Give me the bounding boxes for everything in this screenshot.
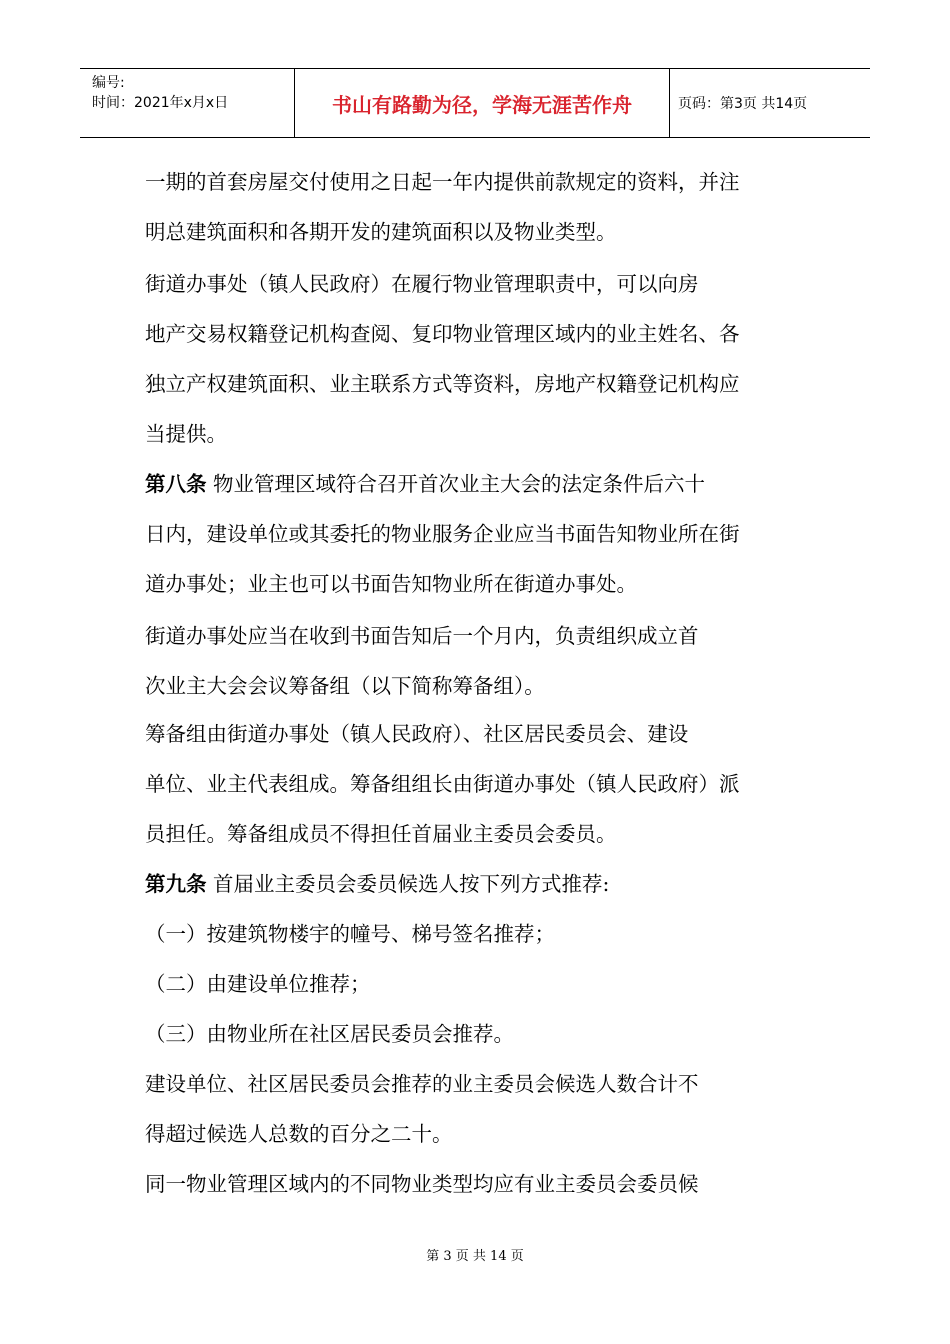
body-line-text: 独立产权建筑面积、业主联系方式等资料，房地产权籍登记机构应: [145, 372, 740, 396]
body-line-text: 明总建筑面积和各期开发的建筑面积以及物业类型。: [145, 220, 617, 244]
body-line: [145, 369, 810, 399]
body-line: [145, 167, 810, 197]
body-line: [145, 969, 810, 999]
body-line-text: 次业主大会会议筹备组（以下简称筹备组）。: [145, 674, 545, 698]
body-line-text: （二）由建设单位推荐；: [145, 972, 371, 996]
body-line-text: 物业管理区域符合召开首次业主大会的法定条件后六十: [206, 472, 706, 496]
body-line: [145, 819, 810, 849]
body-line: [145, 919, 810, 949]
body-line-text: （三）由物业所在社区居民委员会推荐。: [145, 1022, 514, 1046]
body-line-text: 道办事处；业主也可以书面告知物业所在街道办事处。: [145, 572, 637, 596]
body-line-text: 日内，建设单位或其委托的物业服务企业应当书面告知物业所在街: [145, 522, 740, 546]
body-line: [145, 671, 810, 701]
body-line: [145, 469, 810, 499]
body-line: [145, 1169, 810, 1199]
page-footer: 第 3 页 共 14 页: [426, 1249, 524, 1264]
body-line-text: 街道办事处应当在收到书面告知后一个月内，负责组织成立首: [145, 624, 699, 648]
body-line: [145, 419, 810, 449]
body-line-text: 建设单位、社区居民委员会推荐的业主委员会候选人数合计不: [145, 1072, 699, 1096]
article-heading: 第八条: [145, 472, 207, 496]
body-line: [145, 319, 810, 349]
body-line-text: 筹备组由街道办事处（镇人民政府）、社区居民委员会、建设: [145, 722, 689, 746]
body-line-text: 一期的首套房屋交付使用之日起一年内提供前款规定的资料，并注: [145, 170, 740, 194]
body-line: [145, 217, 810, 247]
body-line-text: 地产交易权籍登记机构查阅、复印物业管理区域内的业主姓名、各: [145, 322, 740, 346]
body-line-text: （一）按建筑物楼宇的幢号、梯号签名推荐；: [145, 922, 555, 946]
body-line: [145, 1119, 810, 1149]
body-line: [145, 569, 810, 599]
document-time: 时间：2021年x月x日: [92, 95, 229, 111]
header-motto: 书山有路勤为径，学海无涯苦作舟: [295, 69, 670, 137]
header-page-code: 页码：第3页 共14页: [678, 96, 808, 112]
body-line-text: 单位、业主代表组成。筹备组组长由街道办事处（镇人民政府）派: [145, 772, 740, 796]
body-line-text: 得超过候选人总数的百分之二十。: [145, 1122, 453, 1146]
body-line: [145, 269, 810, 299]
body-line: [145, 621, 810, 651]
document-number-label: 编号:: [92, 75, 125, 91]
header-meta: [80, 69, 295, 137]
body-line-text: 街道办事处（镇人民政府）在履行物业管理职责中，可以向房: [145, 272, 699, 296]
body-line-text: 同一物业管理区域内的不同物业类型均应有业主委员会委员候: [145, 1172, 699, 1196]
body-line-text: 当提供。: [145, 422, 227, 446]
body-line-text: 首届业主委员会委员候选人按下列方式推荐:: [206, 872, 610, 896]
body-line: [145, 719, 810, 749]
page-header: [80, 68, 870, 138]
body-line: [145, 869, 810, 899]
body-line: [145, 1019, 810, 1049]
body-line: [145, 519, 810, 549]
article-heading: 第九条: [145, 872, 207, 896]
body-line-text: 员担任。筹备组成员不得担任首届业主委员会委员。: [145, 822, 617, 846]
body-line: [145, 769, 810, 799]
body-line: [145, 1069, 810, 1099]
